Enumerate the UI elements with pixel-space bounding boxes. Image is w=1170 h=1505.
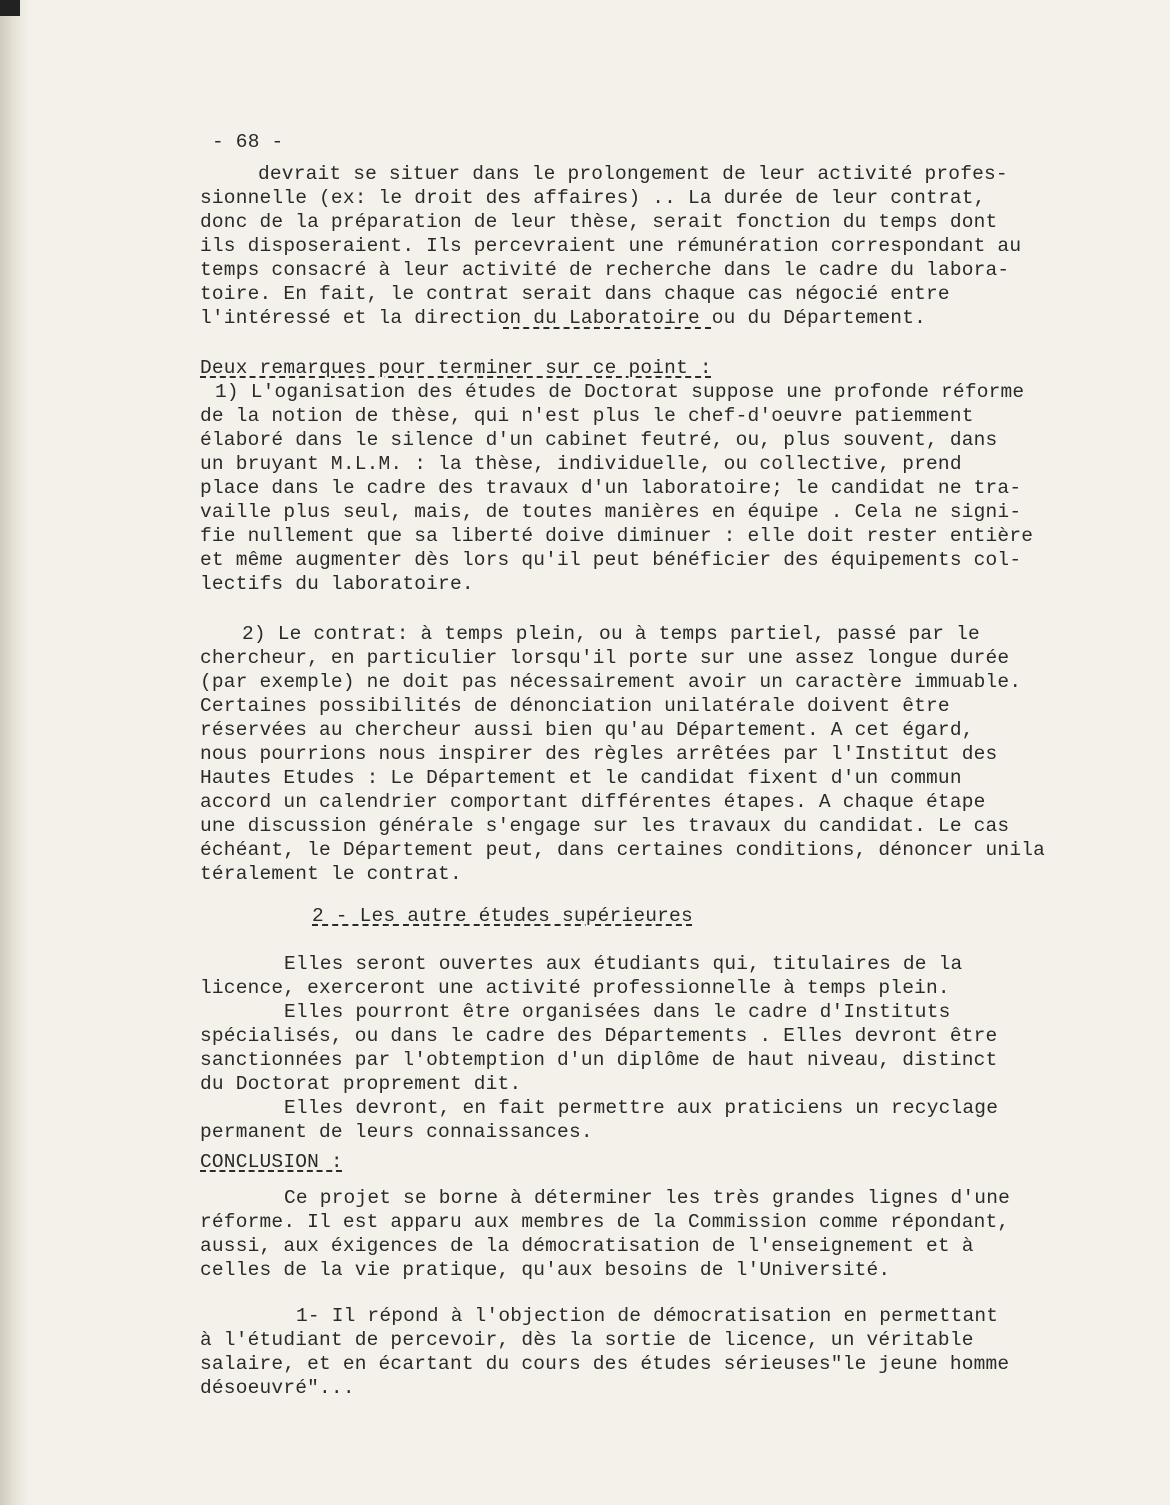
text-line: Elles pourront être organisées dans le cadre d'Instituts bbox=[284, 1001, 951, 1023]
text-line: du Doctorat proprement dit. bbox=[200, 1073, 522, 1095]
text-line: et même augmenter dès lors qu'il peut bénéficier des équipements col- bbox=[200, 549, 1022, 571]
text-line: sanctionnées par l'obtemption d'un diplôme de haut niveau, distinct bbox=[200, 1049, 998, 1071]
text-line: spécialisés, ou dans le cadre des Départements . Elles devront être bbox=[200, 1025, 998, 1047]
text-line: accord un calendrier comportant différentes étapes. A chaque étape bbox=[200, 791, 986, 813]
text-line: permanent de leurs connaissances. bbox=[200, 1121, 593, 1143]
text-line: fie nullement que sa liberté doive diminuer : elle doit rester entière bbox=[200, 525, 1034, 547]
text-line: sionnelle (ex: le droit des affaires) .. La durée de leur contrat, bbox=[200, 187, 986, 209]
text-line: échéant, le Département peut, dans certaines conditions, dénoncer unila bbox=[200, 839, 1046, 861]
text-line: 2) Le contrat: à temps plein, ou à temps partiel, passé par le bbox=[242, 623, 980, 645]
text-line: 1) L'oganisation des études de Doctorat suppose une profonde réforme bbox=[215, 381, 1025, 403]
remarks-heading: Deux remarques pour terminer sur ce point : bbox=[200, 357, 712, 379]
text-line: réservées au chercheur aussi bien qu'au Département. A cet égard, bbox=[200, 719, 974, 741]
text-line: aussi, aux éxigences de la démocratisation de l'enseignement et à bbox=[200, 1235, 974, 1257]
text-line: l'intéressé et la direction du Laboratoire ou du Département. bbox=[200, 307, 927, 329]
text-line: Ce projet se borne à déterminer les très grandes lignes d'une bbox=[284, 1187, 1011, 1209]
text-line: temps consacré à leur activité de recherche dans le cadre du labora- bbox=[200, 259, 1010, 281]
text-line: (par exemple) ne doit pas nécessairement avoir un caractère immuable. bbox=[200, 671, 1022, 693]
text-line: 1- Il répond à l'objection de démocratisation en permettant bbox=[296, 1305, 999, 1327]
text-line: toire. En fait, le contrat serait dans chaque cas négocié entre bbox=[200, 283, 950, 305]
text-line: téralement le contrat. bbox=[200, 863, 462, 885]
page-number: - 68 - bbox=[212, 131, 284, 153]
text-line: ils disposeraient. Ils percevraient une rémunération correspondant au bbox=[200, 235, 1022, 257]
section-separator bbox=[503, 327, 711, 329]
text-line: donc de la préparation de leur thèse, serait fonction du temps dont bbox=[200, 211, 998, 233]
text-line: nous pourrions nous inspirer des règles arrêtées par l'Institut des bbox=[200, 743, 998, 765]
text-line: licence, exerceront une activité professionnelle à temps plein. bbox=[200, 977, 950, 999]
conclusion-heading: CONCLUSION : bbox=[200, 1151, 343, 1173]
text-line: à l'étudiant de percevoir, dès la sortie de licence, un véritable bbox=[200, 1329, 974, 1351]
section-heading: 2 - Les autre études supérieures bbox=[312, 905, 693, 927]
text-line: réforme. Il est apparu aux membres de la Commission comme répondant, bbox=[200, 1211, 1010, 1233]
text-line: une discussion générale s'engage sur les travaux du candidat. Le cas bbox=[200, 815, 1010, 837]
text-line: lectifs du laboratoire. bbox=[200, 573, 474, 595]
text-line: Elles devront, en fait permettre aux praticiens un recyclage bbox=[284, 1097, 999, 1119]
text-line: élaboré dans le silence d'un cabinet feutré, ou, plus souvent, dans bbox=[200, 429, 998, 451]
text-line: Hautes Etudes : Le Département et le candidat fixent d'un commun bbox=[200, 767, 962, 789]
text-line: vaille plus seul, mais, de toutes manières en équipe . Cela ne signi- bbox=[200, 501, 1022, 523]
text-line: Certaines possibilités de dénonciation unilatérale doivent être bbox=[200, 695, 950, 717]
corner-mark bbox=[0, 0, 20, 16]
text-line: celles de la vie pratique, qu'aux besoins de l'Université. bbox=[200, 1259, 891, 1281]
text-line: devrait se situer dans le prolongement de leur activité profes- bbox=[258, 163, 1008, 185]
text-line: de la notion de thèse, qui n'est plus le chef-d'oeuvre patiemment bbox=[200, 405, 974, 427]
text-line: salaire, et en écartant du cours des études sérieuses"le jeune homme bbox=[200, 1353, 1010, 1375]
text-line: désoeuvré"... bbox=[200, 1377, 355, 1399]
binding-edge bbox=[0, 0, 30, 1505]
text-line: chercheur, en particulier lorsqu'il porte sur une assez longue durée bbox=[200, 647, 1010, 669]
text-line: Elles seront ouvertes aux étudiants qui, titulaires de la bbox=[284, 953, 963, 975]
text-line: place dans le cadre des travaux d'un laboratoire; le candidat ne tra- bbox=[200, 477, 1022, 499]
text-line: un bruyant M.L.M. : la thèse, individuelle, ou collective, prend bbox=[200, 453, 962, 475]
